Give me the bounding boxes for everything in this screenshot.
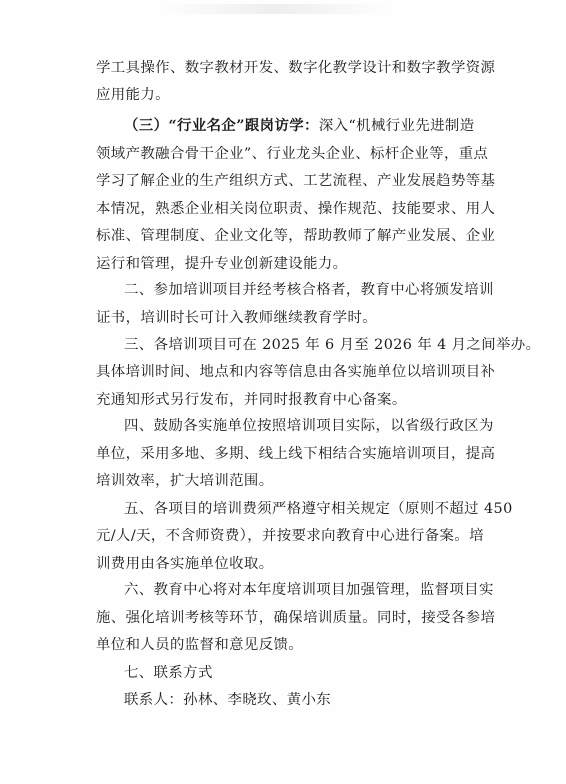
text-span: 学工具操作、数字教材开发、数字化教学设计和数字教学资源 [96,60,496,76]
text-span: 领域产教融合骨干企业”、行业龙头企业、标杆企业等，重点 [96,146,489,162]
text-span: 二、参加培训项目并经考核合格者，教育中心将颁发培训 [124,282,494,298]
text-line [124,116,475,136]
text-span: 联系人：孙林、李晓玫、黄小东 [124,692,332,708]
text-span: 应用能力。 [96,87,170,103]
text-span: 证书，培训时长可计入教师继续教育学时。 [96,310,378,326]
text-line [124,280,494,300]
text-span: 训费用由各实施单位收取。 [96,556,274,572]
text-span: 单位和人员的监督和意见反馈。 [96,637,304,653]
text-line [96,526,484,546]
text-line [96,226,495,246]
text-span: 具体培训时间、地点和内容等信息由各实施单位以培训项目补 [96,364,496,380]
section-heading: （三）“行业名企”跟岗访学： [124,117,319,134]
text-line [96,608,495,628]
text-line [96,362,495,382]
text-span: 四、鼓励各实施单位按照培训项目实际，以省级行政区为 [124,418,494,434]
text-line [124,690,331,710]
text-line [124,663,213,683]
text-line [96,471,274,491]
text-line [124,580,494,600]
text-span: 本情况，熟悉企业相关岗位职责、操作规范、技能要求、用人 [96,201,496,217]
text-span: 学习了解企业的生产组织方式、工艺流程、产业发展趋势等基 [96,173,496,189]
text-span: 三、各培训项目可在 2025 年 6 月至 2026 年 4 月之间举办。 [124,337,541,353]
text-line [96,171,495,191]
text-line [124,335,540,355]
text-span: 运行和管理，提升专业创新建设能力。 [96,256,348,272]
text-span: 元/人/天，不含师资费），并按要求向教育中心进行备案。培 [96,528,484,544]
text-span: 标准、管理制度、企业文化等，帮助教师了解产业发展、企业 [96,228,496,244]
text-span: 充通知形式另行发布，并同时报教育中心备案。 [96,392,407,408]
text-line [96,635,303,655]
text-line [96,390,407,410]
text-line [96,254,347,274]
text-line [96,444,495,464]
text-span: 五、各项目的培训费须严格遵守相关规定（原则不超过 450 [124,501,513,517]
text-span: 六、教育中心将对本年度培训项目加强管理，监督项目实 [124,582,494,598]
text-line [96,554,274,574]
text-line [124,499,513,519]
text-line [96,58,495,78]
text-span: 培训效率，扩大培训范围。 [96,473,274,489]
text-span: 深入“机械行业先进制造 [318,118,475,134]
text-line [96,308,377,328]
text-line [96,85,170,105]
text-span: 施、强化培训考核等环节，确保培训质量。同时，接受各参培 [96,610,496,626]
text-line [96,144,488,164]
text-line [124,416,494,436]
text-line [96,199,495,219]
text-span: 单位，采用多地、多期、线上线下相结合实施培训项目，提高 [96,446,496,462]
text-span: 七、联系方式 [124,665,213,681]
top-bleed-mark [160,4,390,14]
